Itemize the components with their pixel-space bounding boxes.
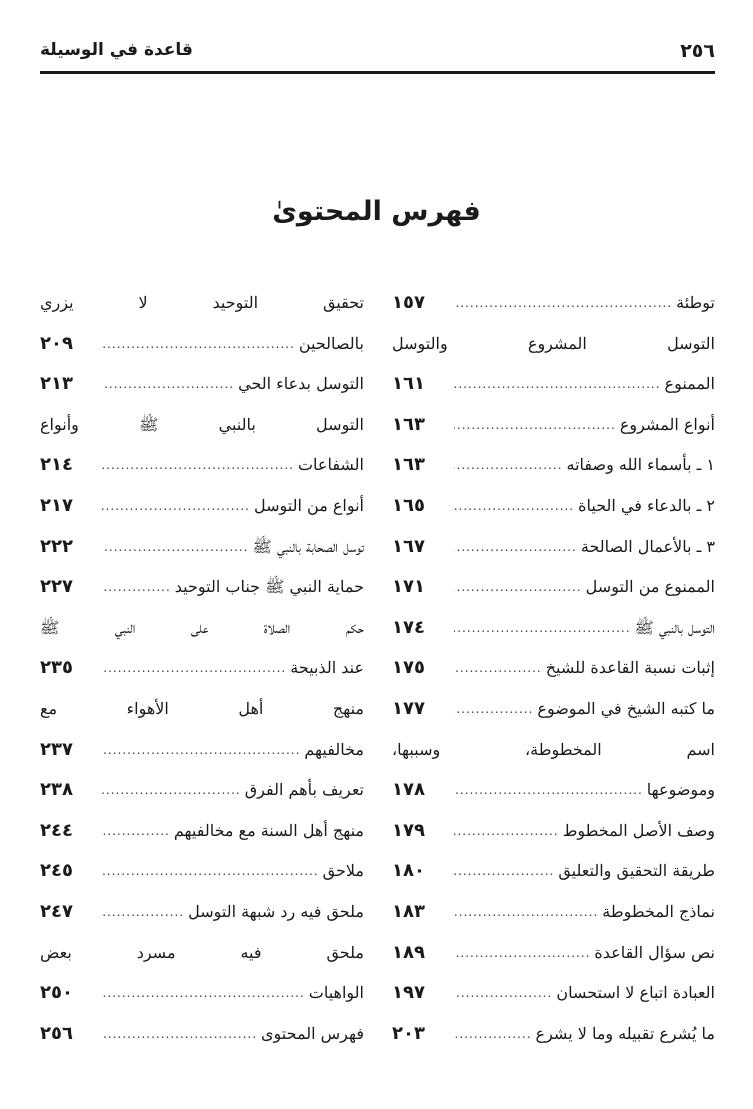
dot-leader (102, 445, 294, 486)
dot-leader (102, 364, 234, 405)
toc-entry-title: وصف الأصل المخطوط (562, 820, 715, 840)
dot-leader (102, 973, 305, 1014)
toc-entry-title: الممنوع (664, 374, 715, 394)
toc-entry-page: ١٨٩ (392, 941, 425, 963)
toc-entry-title: عند الذبيحة (290, 658, 364, 678)
dot-leader (454, 486, 574, 527)
toc-entry-page: ٢٠٣ (392, 1022, 425, 1044)
toc-entry-title: توسل الصحابة بالنبي ﷺ (252, 536, 364, 556)
toc-entry-page: ٢٤٥ (40, 860, 73, 882)
toc-entry-page: ٢٥٠ (40, 982, 73, 1004)
toc-entry-page: ٢٤٤ (40, 819, 73, 841)
toc-entry-title: التوسل بالنبي ﷺ (634, 617, 715, 637)
toc-entry-title: مخالفيهم (304, 739, 364, 759)
toc-entry-title: ٣ ـ بالأعمال الصالحة (580, 536, 715, 556)
toc-entry[interactable] (40, 364, 364, 405)
toc-column-left (40, 283, 364, 1054)
dot-leader (102, 648, 286, 689)
toc-entry-page: ٢٢٧ (40, 576, 73, 598)
toc-entry-page: ٢١٤ (40, 454, 73, 476)
toc-entry-page: ٢٥٦ (40, 1022, 73, 1044)
toc-entry-title: الواهيات (308, 983, 364, 1003)
toc-entry[interactable] (392, 933, 715, 974)
dot-leader (102, 1014, 257, 1055)
toc-entry-title-line: ملحق فيه مسرد بعض (40, 942, 364, 962)
toc-entry[interactable] (392, 283, 715, 324)
toc-entry-title: أنواع من التوسل (253, 495, 364, 515)
toc-entry-title: وموضوعها (646, 780, 715, 800)
dot-leader (454, 973, 552, 1014)
toc-entry-title-line: حكم الصلاة على النبي ﷺ (40, 617, 364, 637)
toc-entry-page: ٢٤٧ (40, 900, 73, 922)
toc-entry-title: الممنوع من التوسل (585, 577, 715, 597)
toc-entry-title: ١ ـ بأسماء الله وصفاته (566, 455, 715, 475)
toc-entry[interactable] (40, 608, 364, 689)
toc-entry-title: ما يُشرع تقبيله وما لا يشرع (535, 1023, 715, 1043)
toc-entry-title: ملاحق (322, 861, 364, 881)
toc-entry[interactable] (40, 811, 364, 852)
toc-entry[interactable] (40, 851, 364, 892)
dot-leader (102, 567, 171, 608)
header-rule (40, 71, 715, 74)
toc-entry-page: ٢٠٩ (40, 332, 73, 354)
toc-entry[interactable] (40, 892, 364, 933)
toc-entry-title-line: التوسل بالنبي ﷺ وأنواع (40, 414, 364, 434)
toc-entry-page: ٢١٣ (40, 373, 73, 395)
toc-entry-page: ١٦٣ (392, 413, 425, 435)
toc-entry-title: الشفاعات (297, 455, 364, 475)
dot-leader (454, 892, 598, 933)
dot-leader (454, 567, 582, 608)
toc-entry[interactable] (392, 892, 715, 933)
toc-entry-title: بالصالحين (298, 333, 364, 353)
index-title: فهرس المحتوىٰ (272, 196, 481, 227)
toc-entry[interactable] (40, 933, 364, 1014)
dot-leader (454, 608, 631, 649)
toc-entry[interactable] (392, 486, 715, 527)
toc-entry-page: ١٧١ (392, 576, 425, 598)
toc-entry[interactable] (40, 527, 364, 568)
toc-entry-title-line: التوسل المشروع والتوسل (392, 333, 715, 353)
toc-entry-page: ١٥٧ (392, 292, 425, 313)
toc-entry-page: ١٦٧ (392, 535, 425, 557)
toc-entry-title-line: تحقيق التوحيد لا يزري (40, 293, 364, 312)
dot-leader (454, 364, 661, 405)
toc-entry[interactable] (392, 851, 715, 892)
toc-entry-page: ١٨٣ (392, 900, 425, 922)
toc-entry-title: توطئة (676, 293, 715, 312)
toc-entry[interactable] (392, 973, 715, 1014)
toc-entry-title: إثبات نسبة القاعدة للشيخ (545, 658, 715, 678)
toc-entry[interactable] (392, 648, 715, 689)
dot-leader (454, 405, 616, 446)
toc-entry[interactable] (40, 770, 364, 811)
running-header (40, 30, 715, 74)
toc-entry-title: ملحق فيه رد شبهة التوسل (188, 901, 364, 921)
toc-entry-page: ٢٣٧ (40, 738, 73, 760)
toc-entry[interactable] (392, 445, 715, 486)
dot-leader (454, 770, 643, 811)
toc-entry-title: التوسل بدعاء الحي (238, 374, 364, 394)
dot-leader (454, 283, 672, 324)
toc-entry[interactable] (40, 405, 364, 486)
dot-leader (102, 770, 241, 811)
page-number: ٢٥٦ (680, 40, 715, 62)
toc-entry-page: ٢٣٥ (40, 657, 73, 679)
dot-leader (102, 730, 300, 771)
toc-entry-title: تعريف بأهم الفرق (244, 780, 364, 800)
dot-leader (454, 445, 562, 486)
toc-entry-page: ٢٢٢ (40, 535, 73, 557)
dot-leader (102, 892, 184, 933)
toc-entry-title: نماذج المخطوطة (602, 901, 715, 921)
toc-entry[interactable] (392, 730, 715, 811)
toc-entry-title: أنواع المشروع (619, 414, 715, 434)
toc-entry[interactable] (392, 324, 715, 405)
toc-entry-title: العبادة اتباع لا استحسان (556, 983, 715, 1003)
running-title: قاعدة في الوسيلة (40, 40, 193, 60)
dot-leader (102, 851, 319, 892)
dot-leader (454, 811, 559, 852)
toc-entry[interactable] (392, 689, 715, 730)
toc-entry-page: ٢٣٨ (40, 779, 73, 801)
toc-entry[interactable] (40, 689, 364, 770)
toc-entry-page: ١٧٧ (392, 697, 425, 719)
toc-entry-title-line: اسم المخطوطة، وسببها، (392, 739, 715, 759)
toc-entry-page: ٢١٧ (40, 494, 73, 516)
toc-entry-title: ٢ ـ بالدعاء في الحياة (578, 495, 715, 515)
dot-leader (102, 324, 295, 365)
dot-leader (102, 811, 170, 852)
dot-leader (102, 527, 249, 568)
toc-entry-page: ١٦٣ (392, 454, 425, 476)
toc-entry-page: ١٦١ (392, 373, 425, 395)
toc-entry-title: طريقة التحقيق والتعليق (558, 861, 715, 881)
toc-entry-title: فهرس المحتوى (261, 1023, 364, 1043)
toc-entry[interactable] (392, 811, 715, 852)
toc-entry-title: نص سؤال القاعدة (594, 942, 715, 962)
toc-entry[interactable] (392, 527, 715, 568)
toc-entry[interactable] (392, 1014, 715, 1055)
toc-entry[interactable] (392, 567, 715, 608)
toc-entry[interactable] (40, 567, 364, 608)
toc-entry-page: ١٨٠ (392, 860, 425, 882)
dot-leader (454, 527, 577, 568)
toc-entry-page: ١٧٤ (392, 616, 425, 638)
toc-entry-page: ١٦٥ (392, 494, 425, 516)
dot-leader (454, 1014, 532, 1055)
toc-entry-title-line: منهج أهل الأهواء مع (40, 698, 364, 718)
toc-entry-page: ١٧٩ (392, 819, 425, 841)
toc-entry-title: منهج أهل السنة مع مخالفيهم (173, 820, 364, 840)
toc-entry-title: حماية النبي ﷺ جناب التوحيد (174, 577, 364, 597)
dot-leader (102, 486, 250, 527)
toc-entry[interactable] (40, 1014, 364, 1055)
toc-column-right (392, 283, 715, 1054)
dot-leader (454, 689, 533, 730)
toc-entry-title: ما كتبه الشيخ في الموضوع (537, 698, 715, 718)
toc-entry-page: ١٧٨ (392, 779, 425, 801)
toc-entry[interactable] (40, 283, 364, 364)
dot-leader (454, 648, 542, 689)
dot-leader (454, 851, 554, 892)
toc-entry-page: ١٧٥ (392, 657, 425, 679)
toc-entry[interactable] (40, 486, 364, 527)
toc-entry[interactable] (392, 405, 715, 446)
toc-entry[interactable] (392, 608, 715, 649)
dot-leader (454, 933, 590, 974)
toc-entry-page: ١٩٧ (392, 982, 425, 1004)
